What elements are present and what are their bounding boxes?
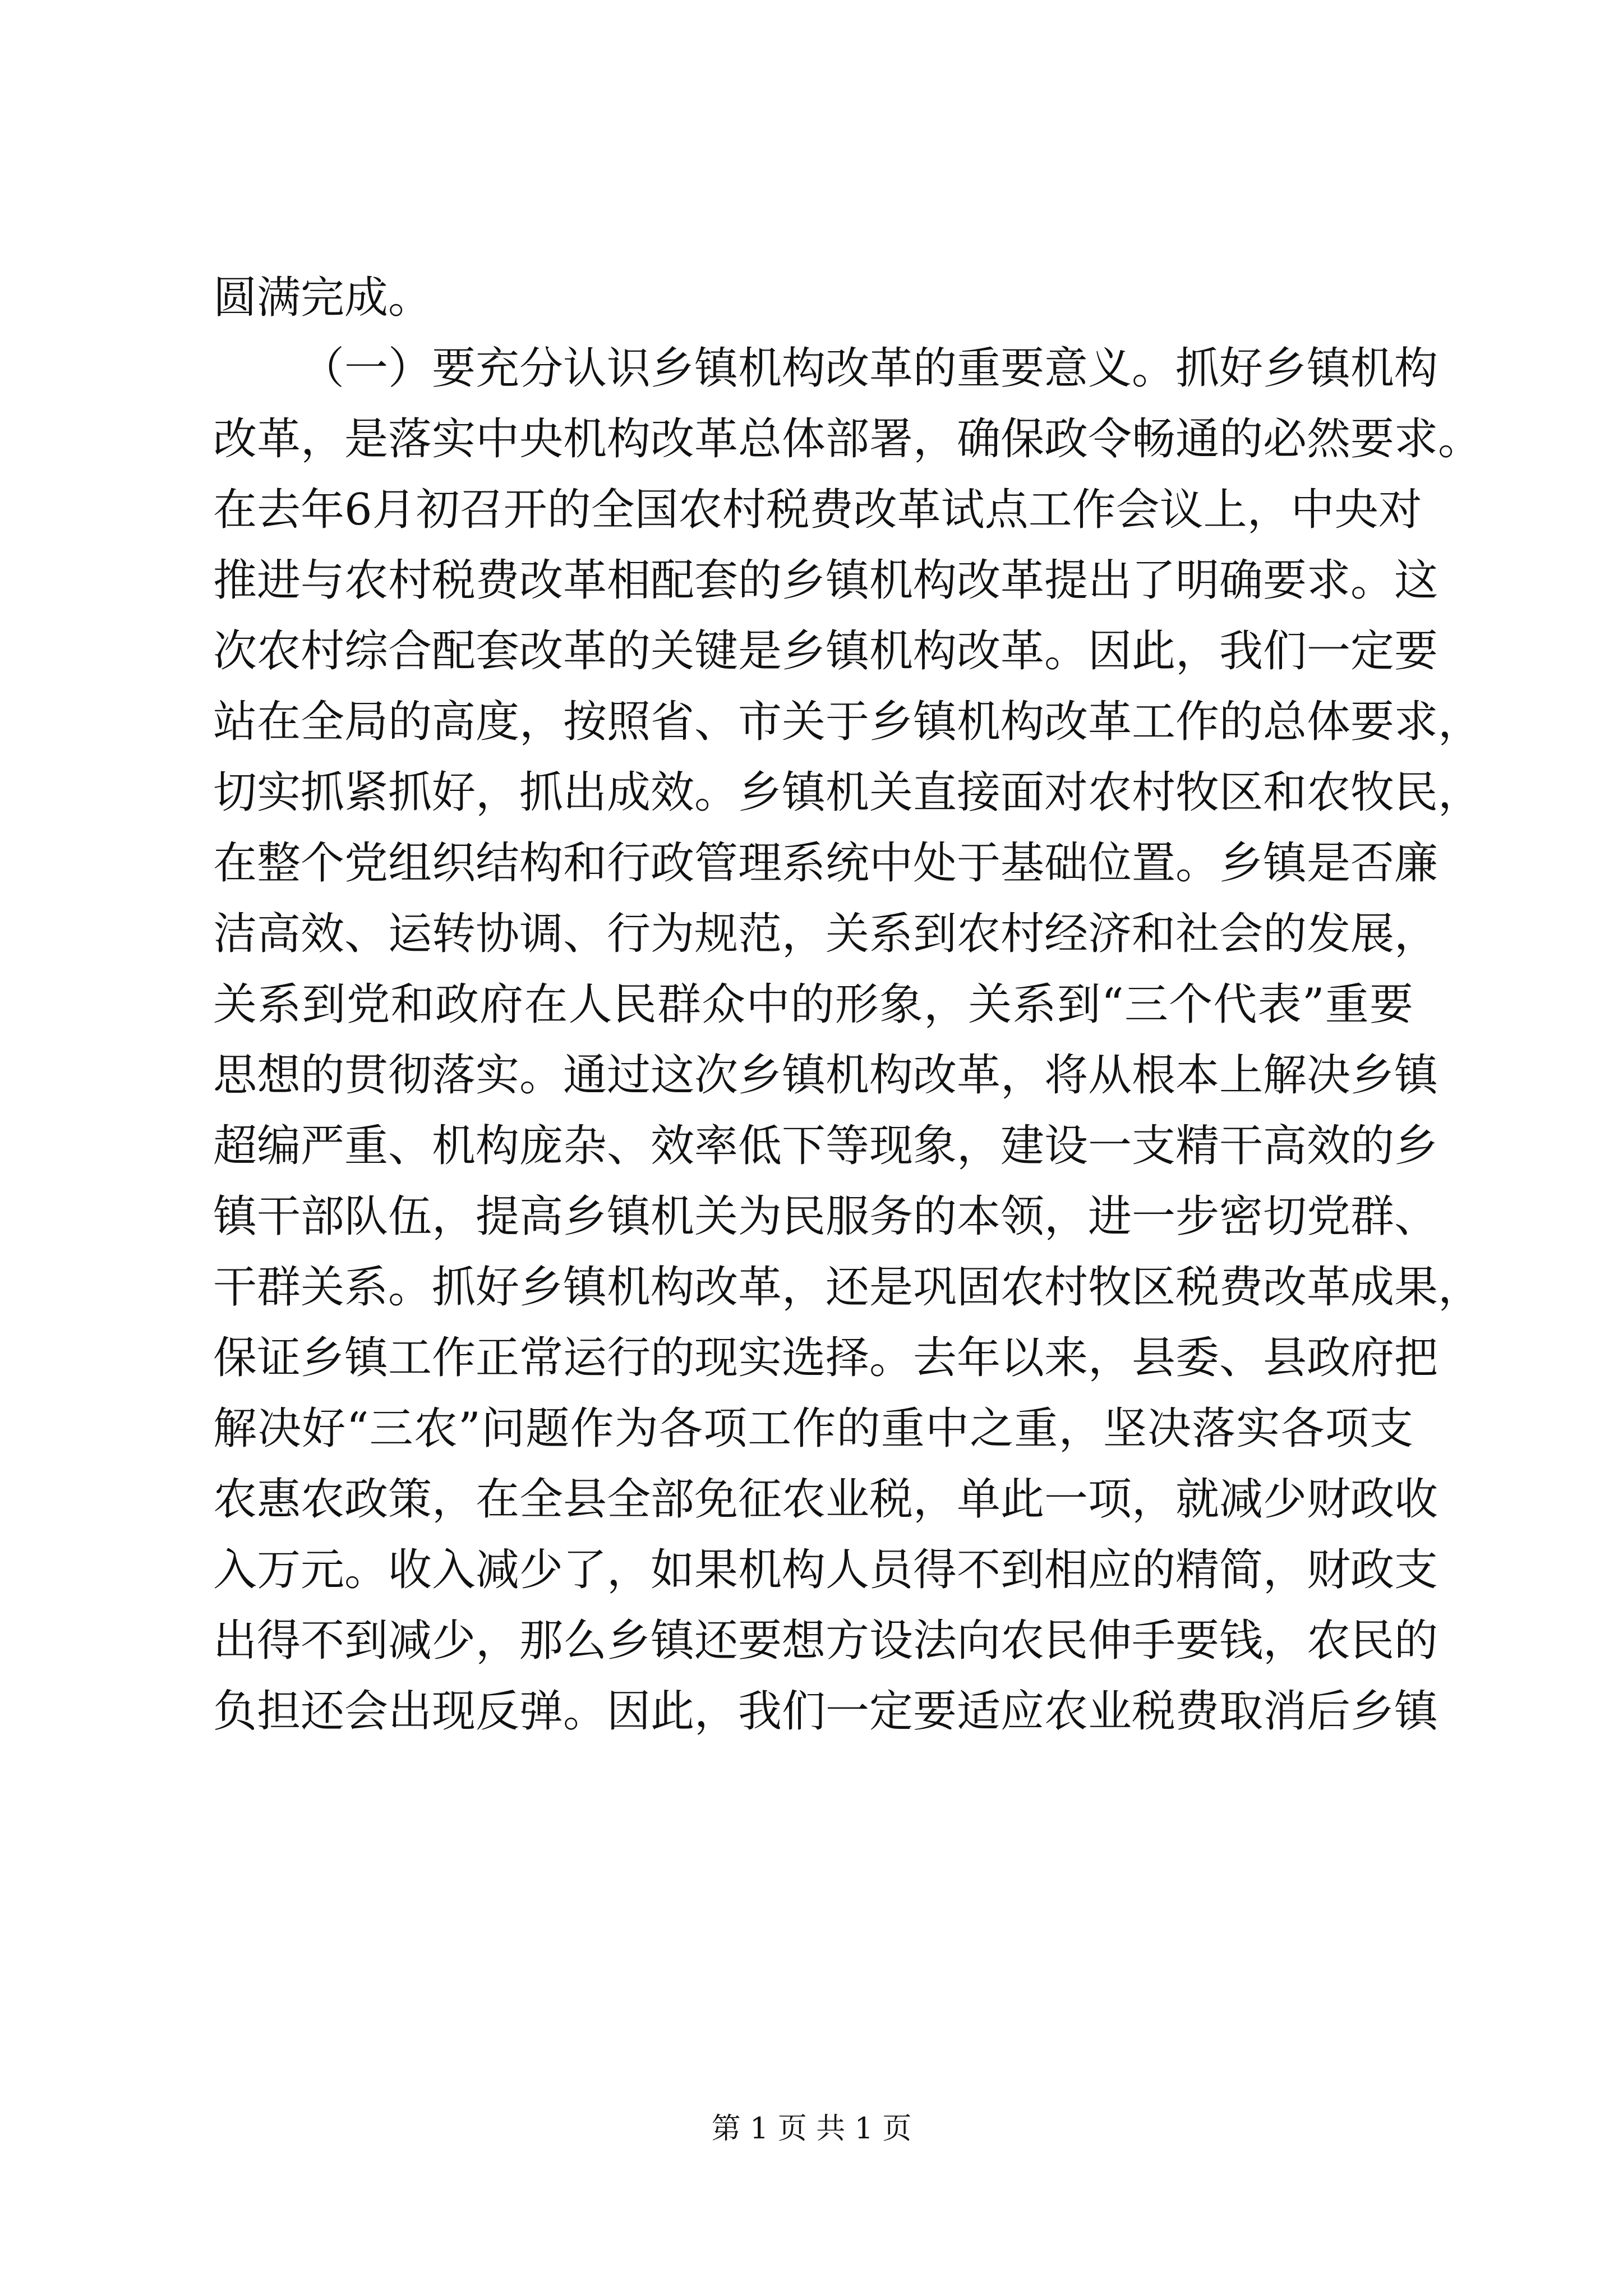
text-line: 干群关系。抓好乡镇机构改革，还是巩固农村牧区税费改革成果， xyxy=(213,1262,1482,1313)
text-line: 推进与农村税费改革相配套的乡镇机构改革提出了明确要求。这 xyxy=(213,555,1438,606)
paragraph-heading-line: （一）要充分认识乡镇机构改革的重要意义。抓好乡镇机构 xyxy=(301,343,1438,394)
text-line: 改革，是落实中央机构改革总体部署，确保政令畅通的必然要求。 xyxy=(213,414,1482,464)
text-line: 镇干部队伍，提高乡镇机关为民服务的本领，进一步密切党群、 xyxy=(213,1191,1438,1242)
text-line: 超编严重、机构庞杂、效率低下等现象，建设一支精干高效的乡 xyxy=(213,1121,1438,1171)
text-line: 圆满完成。 xyxy=(213,273,432,323)
text-line: 站在全局的高度，按照省、市关于乡镇机构改革工作的总体要求， xyxy=(213,697,1482,747)
page-footer xyxy=(0,2109,1623,2148)
page-number-label: 第 1 页 共 1 页 xyxy=(711,2112,912,2146)
text-line: 农惠农政策，在全县全部免征农业税，单此一项，就减少财政收 xyxy=(213,1474,1438,1525)
text-line: 出得不到减少，那么乡镇还要想方设法向农民伸手要钱，农民的 xyxy=(213,1616,1438,1666)
text-line: 思想的贯彻落实。通过这次乡镇机构改革，将从根本上解决乡镇 xyxy=(213,1050,1438,1101)
text-line: 入万元。收入减少了，如果机构人员得不到相应的精简，财政支 xyxy=(213,1545,1438,1595)
text-line: 洁高效、运转协调、行为规范，关系到农村经济和社会的发展， xyxy=(213,909,1438,959)
text-line: 负担还会出现反弹。因此，我们一定要适应农业税费取消后乡镇 xyxy=(213,1686,1438,1737)
text-line: 在整个党组织结构和行政管理系统中处于基础位置。乡镇是否廉 xyxy=(213,838,1438,889)
text-line: 在去年6月初召开的全国农村税费改革试点工作会议上，中央对 xyxy=(213,485,1422,535)
document-body xyxy=(213,263,1482,1747)
text-line: 关系到党和政府在人民群众中的形象，关系到“三个代表”重要 xyxy=(213,979,1413,1030)
text-line: 保证乡镇工作正常运行的现实选择。去年以来，县委、县政府把 xyxy=(213,1333,1438,1383)
text-line: 切实抓紧抓好，抓出成效。乡镇机关直接面对农村牧区和农牧民， xyxy=(213,767,1482,818)
text-line: 解决好“三农”问题作为各项工作的重中之重，坚决落实各项支 xyxy=(213,1404,1413,1454)
text-line: 次农村综合配套改革的关键是乡镇机构改革。因此，我们一定要 xyxy=(213,626,1438,677)
